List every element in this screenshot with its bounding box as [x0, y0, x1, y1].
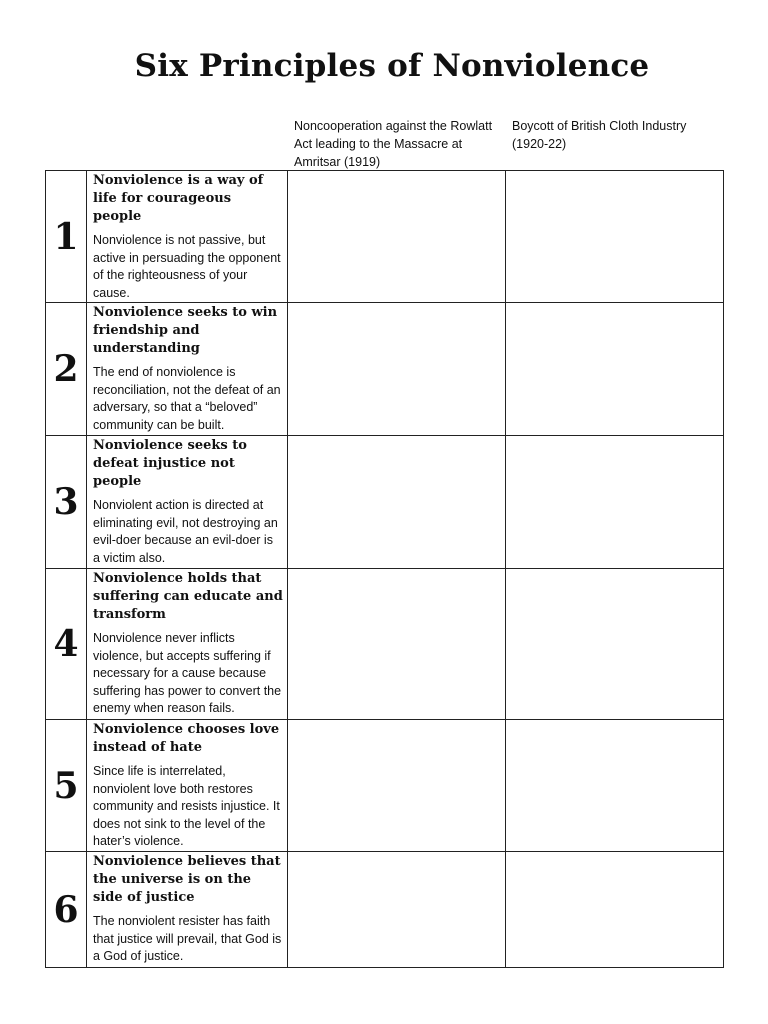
- answer-cell-boycott[interactable]: [506, 303, 724, 436]
- answer-cell-boycott[interactable]: [506, 720, 724, 852]
- principle-cell: [87, 436, 288, 569]
- principle-title: Nonviolence seeks to win friendship and understanding: [93, 305, 278, 356]
- column-header-rowlatt: Noncooperation against the Rowlatt Act leading to the Massacre at Amritsar (1919): [294, 119, 493, 169]
- answer-cell-rowlatt[interactable]: [288, 303, 506, 436]
- principle-number-cell: [46, 436, 87, 569]
- principle-number: 1: [53, 215, 79, 258]
- principle-title: Nonviolence believes that the universe is on the side of justice: [93, 854, 281, 905]
- principle-number: 4: [53, 623, 79, 665]
- principle-number-cell: [46, 720, 87, 852]
- answer-cell-rowlatt[interactable]: [288, 569, 506, 720]
- page-title: Six Principles of Nonviolence: [134, 48, 650, 84]
- table-row: [46, 303, 724, 436]
- answer-cell-boycott[interactable]: [506, 436, 724, 569]
- principle-description: The nonviolent resister has faith that justice will prevail, that God is a God of justice.: [93, 914, 282, 963]
- answer-cell-rowlatt[interactable]: [288, 720, 506, 852]
- table-row: [46, 569, 724, 720]
- principle-cell: [87, 852, 288, 968]
- principle-number: 2: [53, 348, 79, 390]
- principle-cell: [87, 303, 288, 436]
- principle-cell: [87, 569, 288, 720]
- principle-title: Nonviolence is a way of life for courageous people: [93, 173, 264, 224]
- column-header-boycott: Boycott of British Cloth Industry (1920-22): [512, 119, 687, 151]
- answer-cell-boycott[interactable]: [506, 852, 724, 968]
- principle-description: The end of nonviolence is reconciliation, not the defeat of an adversary, so that a “beloved” community can be built.: [93, 365, 281, 432]
- table-row: [46, 171, 724, 303]
- table-row: [46, 720, 724, 852]
- principles-table: [45, 170, 724, 968]
- principle-description: Nonviolent action is directed at eliminating evil, not destroying an evil-doer because an evil-doer is a victim also.: [93, 498, 278, 565]
- answer-cell-rowlatt[interactable]: [288, 171, 506, 303]
- principle-number: 5: [53, 764, 79, 807]
- table-row: [46, 436, 724, 569]
- table-row: [46, 852, 724, 968]
- principle-number-cell: [46, 852, 87, 968]
- principle-title: Nonviolence seeks to defeat injustice not people: [93, 438, 247, 489]
- answer-cell-boycott[interactable]: [506, 569, 724, 720]
- answer-cell-rowlatt[interactable]: [288, 852, 506, 968]
- principle-number: 6: [53, 888, 79, 931]
- principle-description: Nonviolence is not passive, but active in persuading the opponent of the righteousness of your cause.: [93, 233, 281, 300]
- answer-cell-rowlatt[interactable]: [288, 436, 506, 569]
- principle-description: Nonviolence never inflicts violence, but accepts suffering if necessary for a cause because suffering has power to convert the enemy when reason fails.: [93, 631, 282, 715]
- answer-cell-boycott[interactable]: [506, 171, 724, 303]
- principle-cell: [87, 171, 288, 303]
- principle-number: 3: [53, 481, 79, 523]
- principle-title: Nonviolence holds that suffering can educate and transform: [93, 571, 283, 622]
- principle-title: Nonviolence chooses love instead of hate: [93, 722, 280, 755]
- principle-number-cell: [46, 171, 87, 303]
- principle-number-cell: [46, 569, 87, 720]
- principle-number-cell: [46, 303, 87, 436]
- principle-description: Since life is interrelated, nonviolent love both restores community and resists injustice. It does not sink to the level of the hater’s violence.: [93, 764, 280, 848]
- principle-cell: [87, 720, 288, 852]
